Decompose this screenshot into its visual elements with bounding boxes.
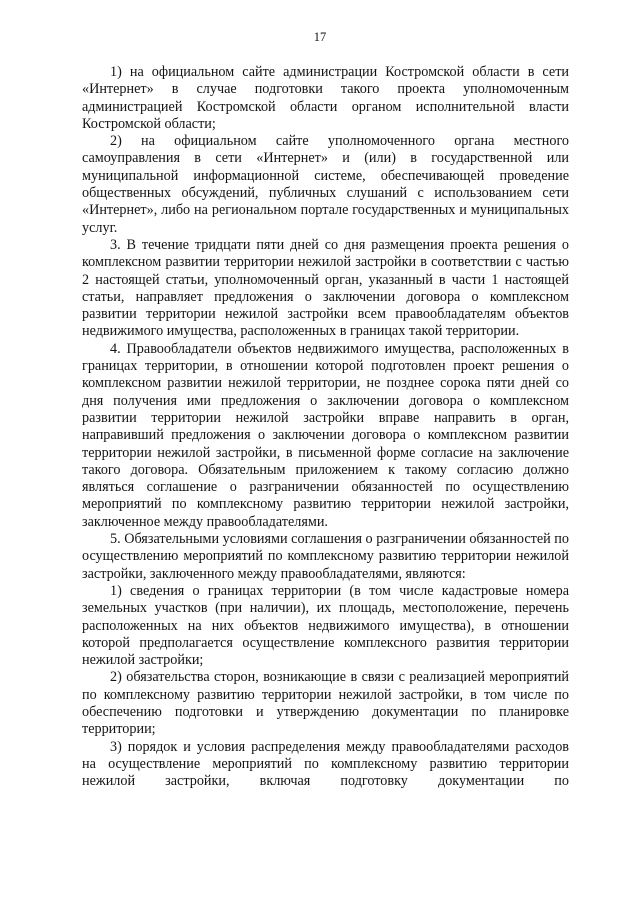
paragraph-part-3: 3. В течение тридцати пяти дней со дня размещения проекта решения о комплексном развитии территории нежилой застройки в соответствии с частью 2 настоящей статьи, уполномоченный орган, указанный в части 1 настоящей статьи, направляет предложения о заключении договора о комплексном развитии территории нежилой застройки всем правообладателям объектов недвижимого имущества, расположенных в границах такой территории. <box>82 236 569 340</box>
paragraph-part-5: 5. Обязательными условиями соглашения о разграничении обязанностей по осуществлению мероприятий по комплексному развитию территории нежилой застройки, заключенного между правообладателями, являются: <box>82 531 569 582</box>
paragraph-item-2: 2) на официальном сайте уполномоченного органа местного самоуправления в сети «Интернет» и (или) в государственной или муниципальной информационной системе, обеспечивающей проведение общественных обсуждений, публичных слушаний с использованием сети «Интернет», либо на региональном портале государственных и муниципальных услуг. <box>82 133 569 236</box>
document-body <box>82 64 569 790</box>
paragraph-item-1: 1) на официальном сайте администрации Костромской области в сети «Интернет» в случае подготовки такого проекта уполномоченным администрацией Костромской области органом исполнительной власти Костромской области; <box>82 64 569 132</box>
paragraph-condition-2: 2) обязательства сторон, возникающие в связи с реализацией мероприятий по комплексному развитию территории нежилой застройки, в том числе по обеспечению подготовки и утверждению документации по планировке территории; <box>82 669 569 738</box>
page-number: 17 <box>313 30 327 44</box>
paragraph-condition-3: 3) порядок и условия распределения между правообладателями расходов на осуществление мероприятий по комплексному развитию территории нежилой застройки, включая подготовку документации по <box>82 738 569 790</box>
paragraph-part-4: 4. Правообладатели объектов недвижимого имущества, расположенных в границах территории, в отношении которой подготовлен проект решения о комплексном развитии нежилой территории, не позднее сорока пяти дней со дня получения ими предложения о заключении договора о комплексном развитии территории нежилой застройки вправе направить в орган, направивший предложения о заключении договора о комплексном развитии территории нежилой застройки, в письменной форме согласие на заключение такого договора. Обязательным приложением к такому согласию должно являться соглашение о разграничении обязанностей по осуществлению мероприятий по комплексному развитию территории нежилой застройки, заключенное между правообладателями. <box>82 340 569 530</box>
paragraph-condition-1: 1) сведения о границах территории (в том числе кадастровые номера земельных участков (при наличии), их площадь, местоположение, перечень расположенных на них объектов недвижимого имущества), в отношении которой предполагается осуществление комплексного развития территории нежилой застройки; <box>82 582 569 669</box>
